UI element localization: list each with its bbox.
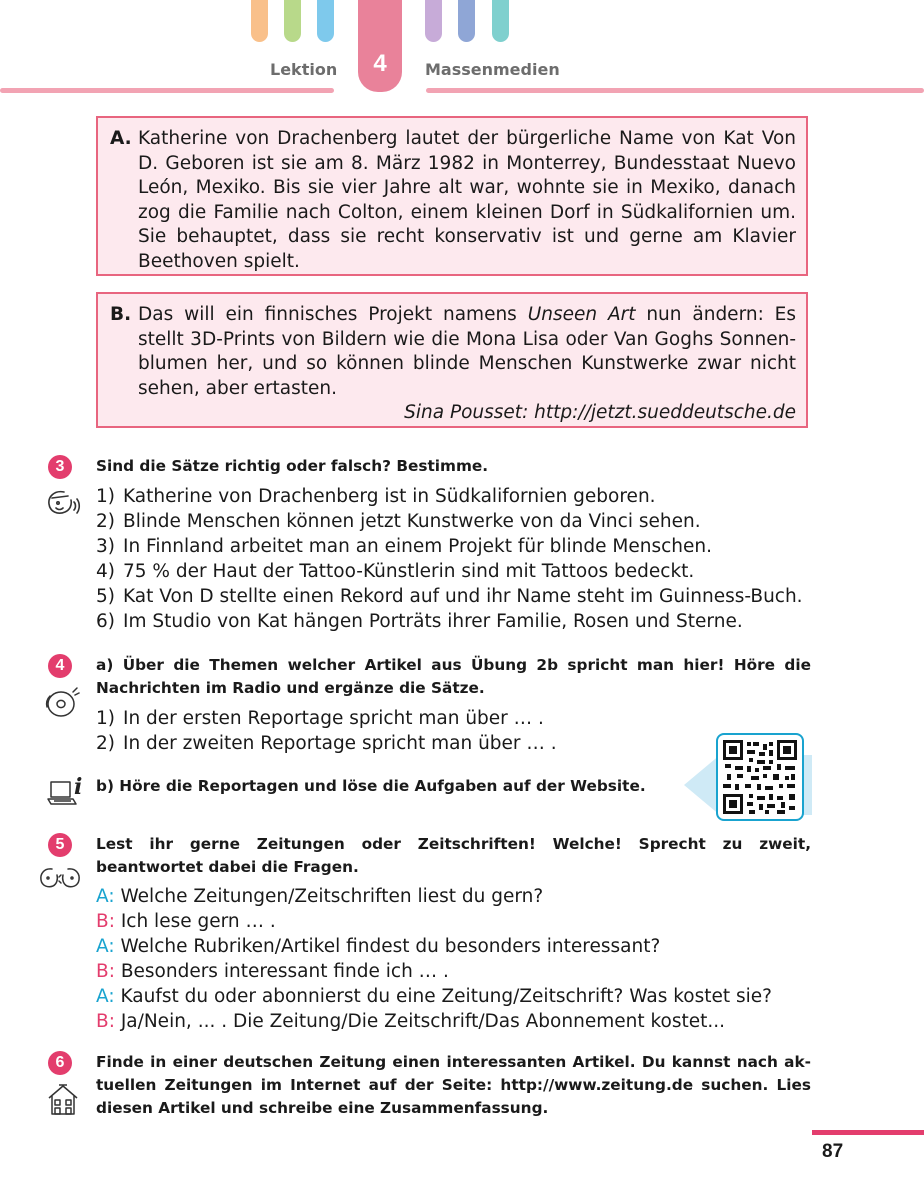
line-text: Ich lese gern … . [114,911,276,932]
line-text: Kaufst du oder abonnierst du eine Zeitung/Zeitschrift? Was kostet sie? [114,986,772,1007]
exercise-instruction: Lest ihr gerne Zeitungen oder Zeitschriften! Welche! Sprecht zu zweit, beantwortet dabei die Fragen. [96,835,811,876]
box-letter: B. [110,304,132,325]
item-text: In der zweiten Reportage spricht man über … . [123,733,557,754]
dialogue-line [96,934,821,959]
exercise-instruction: Finde in einer deutschen Zeitung einen interessanten Artikel. Du kannst nach aktuellen Zeitungen im Internet auf der Seite: http://www.zeitung.de suchen. Lies diesen Artikel und schreibe eine Zusammenfassung. [96,1053,811,1117]
lesson-number: 4 [373,50,387,77]
item-number: 1) [96,486,115,507]
speaker-b: B: [96,1011,115,1032]
header-tab-purple [425,0,442,42]
source-citation: Sina Pousset: http://jetzt.sueddeutsche.de [404,402,796,423]
lesson-label: Lektion [270,60,338,79]
page-number: 87 [822,1141,844,1162]
dialogue-line [96,984,821,1009]
item-number: 2) [96,511,115,532]
speaker-a: A: [96,936,115,957]
sentence-list [96,706,821,756]
line-text: Welche Zeitungen/Zeitschriften liest du gern? [114,886,544,907]
item-number: 2) [96,733,115,754]
speaker-a: A: [96,986,115,1007]
quote-box-a [96,116,808,276]
box-letter: A. [110,128,132,149]
listening-person-icon [44,488,82,518]
header-tab-teal [492,0,509,42]
list-item [96,609,821,634]
header-rule-right [426,88,924,93]
header-tab-indigo [458,0,475,42]
exercise-number: 6 [48,1051,72,1075]
qr-code-frame[interactable] [716,733,804,821]
exercise-number: 5 [48,833,72,857]
quote-box-b [96,292,808,428]
box-text-part: nun ändern: Es stellt 3D-Prints von Bildern wie die Mona Lisa oder Van Goghs Sonnenblumen her, und so können blinde Menschen Kunstwerke zwar nicht sehen, aber ertasten. [138,304,796,399]
box-text [138,303,796,426]
header-tab-blue [317,0,334,42]
header-tab-green [284,0,301,42]
item-number: 4) [96,561,115,582]
speaker-b: B: [96,911,115,932]
speaker-a: A: [96,886,115,907]
list-item [96,484,821,509]
item-number: 5) [96,586,115,607]
speaker-b: B: [96,961,115,982]
exercise-instruction-b: b) Höre die Reportagen und löse die Aufgaben auf der Website. [96,777,646,795]
item-text: 75 % der Haut der Tattoo-Künstlerin sind mit Tattoos bedeckt. [123,561,695,582]
item-text: Katherine von Drachenberg ist in Südkalifornien geboren. [123,486,656,507]
list-item [96,559,821,584]
list-item [96,731,821,756]
qr-code-icon [723,740,797,814]
line-text: Besonders interessant finde ich … . [114,961,449,982]
item-text: In Finnland arbeitet man an einem Projekt für blinde Menschen. [123,536,712,557]
svg-text:i: i [74,774,83,800]
lesson-tab [358,0,402,92]
exercise-number: 4 [48,654,72,678]
list-item [96,509,821,534]
laptop-info-icon [46,772,88,808]
item-number: 1) [96,708,115,729]
cd-icon [44,686,80,720]
item-text: Blinde Menschen können jetzt Kunstwerke von da Vinci sehen. [123,511,701,532]
item-number: 6) [96,611,115,632]
item-text: Im Studio von Kat hängen Porträts ihrer Familie, Rosen und Sterne. [123,611,743,632]
list-item [96,534,821,559]
exercise-number: 3 [48,455,72,479]
dialogue-line [96,1009,821,1034]
exercise-instruction: a) Über die Themen welcher Artikel aus Übung 2b spricht man hier! Höre die Nachrichten im Radio und ergänze die Sätze. [96,656,811,697]
box-text: Katherine von Drachenberg lautet der bürgerliche Name von Kat Von D. Geboren ist sie am 8. März 1982 in Monterrey, Bundesstaat Nuevo León, Mexiko. Bis sie vier Jahre alt war, wohnte sie in Mexiko, danach zog die Familie nach Colton, einem kleinen Dorf in Südkalifornien um. Sie behauptet, dass sie recht konservativ ist und gerne am Klavier Beethoven spielt. [138,128,796,272]
dialogue-list [96,884,821,1034]
statement-list [96,484,821,634]
item-number: 3) [96,536,115,557]
house-homework-icon [46,1082,80,1118]
pair-talk-icon [38,865,82,893]
exercise-instruction: Sind die Sätze richtig oder falsch? Bestimme. [96,457,489,475]
box-text-part: Das will ein finnisches Projekt namens [138,304,528,325]
header-tab-orange [251,0,268,42]
line-text: Welche Rubriken/Artikel findest du besonders interessant? [114,936,661,957]
dialogue-line [96,884,821,909]
topic-title: Massenmedien [425,60,560,79]
item-text: Kat Von D stellte einen Rekord auf und ihr Name steht im Guinness-Buch. [123,586,803,607]
dialogue-line [96,959,821,984]
line-text: Ja/Nein, ... . Die Zeitung/Die Zeitschrift/Das Abonnement kostet... [114,1011,726,1032]
item-text: In der ersten Reportage spricht man über … . [123,708,544,729]
footer-rule [812,1130,924,1135]
list-item [96,584,821,609]
dialogue-line [96,909,821,934]
header-rule-left [0,88,334,93]
project-name: Unseen Art [527,304,636,325]
list-item [96,706,821,731]
